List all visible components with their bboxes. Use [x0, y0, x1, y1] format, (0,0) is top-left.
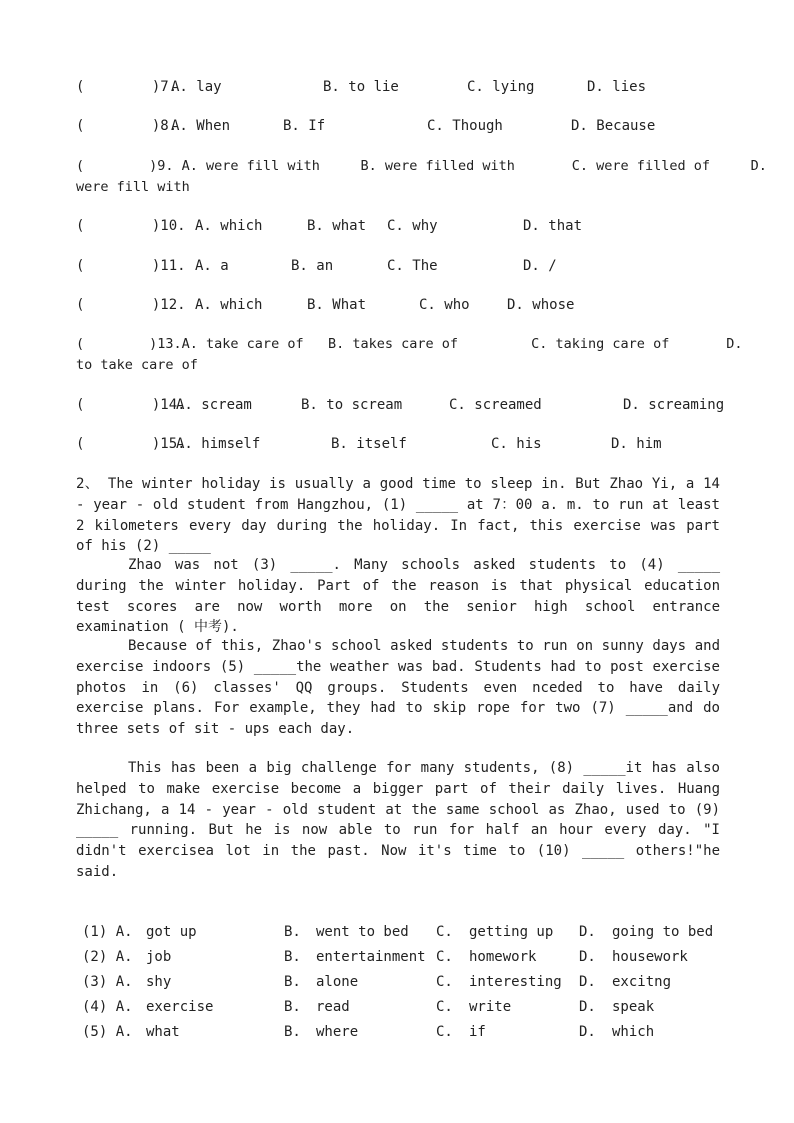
- option-a: exercise: [146, 999, 214, 1015]
- option-c-label: C.: [436, 924, 453, 940]
- option-c-label: C.: [436, 1024, 453, 1040]
- option-a: A. scream: [176, 397, 252, 413]
- question-7: [76, 77, 647, 98]
- option-b-label: B.: [284, 924, 301, 940]
- question-number: ( )15.: [76, 436, 186, 452]
- option-c: C. screamed: [449, 397, 542, 413]
- option-d: D. lies: [587, 79, 647, 95]
- option-c: C. The: [387, 258, 438, 274]
- option-c-label: C.: [436, 974, 453, 990]
- option-c: homework: [469, 949, 537, 965]
- question-number: ( )10.: [76, 218, 186, 234]
- option-c: C. his: [491, 436, 542, 452]
- option-b: B. What: [307, 297, 367, 313]
- passage-paragraph-1: [76, 474, 720, 557]
- option-c: getting up: [469, 924, 554, 940]
- question-number: ( )8.: [76, 118, 178, 134]
- option-a: got up: [146, 924, 197, 940]
- option-c-label: C.: [436, 949, 453, 965]
- option-b: entertainment: [316, 949, 426, 965]
- option-d: which: [612, 1024, 655, 1040]
- option-d-label: D.: [579, 974, 596, 990]
- option-a: what: [146, 1024, 180, 1040]
- option-a: A. himself: [176, 436, 261, 452]
- paragraph-text: Because of this, Zhao's school asked students to run on sunny days and exercise indoors (5) _____the weather was bad. Students had to post exercise photos in (6) classes' QQ groups. Students even nceded to have daily exercise plans. For example, they had to skip rope for two (7) _____and do three sets of sit - ups each day.: [76, 638, 720, 738]
- option-a: A. a: [195, 258, 229, 274]
- question-13-line-2: to take care of: [76, 357, 198, 373]
- option-d: D. Because: [571, 118, 656, 134]
- option-d: D. /: [523, 258, 557, 274]
- option-d-label: D.: [579, 949, 596, 965]
- question-number: ( )7.: [76, 79, 178, 95]
- paragraph-text: This has been a big challenge for many students, (8) _____it has also helped to make exercise become a bigger part of their daily lives. Huang Zhichang, a 14 - year - old student at the same school as Zhao, used to (9) _____ running. But he is now able to run for half an hour every day. "I didn't exercisea lot in the past. Now it's time to (10) _____ others!"he said.: [76, 760, 720, 880]
- option-b-label: B.: [284, 949, 301, 965]
- option-c: C. who: [419, 297, 470, 313]
- question-10: [76, 216, 583, 237]
- question-number: ( )14.: [76, 397, 186, 413]
- option-b: B. what: [307, 218, 367, 234]
- option-number: (4) A.: [82, 999, 133, 1015]
- option-b-label: B.: [284, 999, 301, 1015]
- question-15: [76, 434, 662, 455]
- option-a: A. which: [195, 297, 263, 313]
- question-number: ( )12.: [76, 297, 186, 313]
- option-c: write: [469, 999, 512, 1015]
- option-d: going to bed: [612, 924, 714, 940]
- option-d: D. whose: [507, 297, 575, 313]
- question-11: [76, 256, 557, 277]
- option-a: job: [146, 949, 172, 965]
- option-b: B. an: [291, 258, 334, 274]
- option-d-label: D.: [579, 999, 596, 1015]
- option-a: shy: [146, 974, 172, 990]
- option-a: A. lay: [171, 79, 222, 95]
- question-14: [76, 395, 725, 416]
- question-12: [76, 295, 575, 316]
- option-b-label: B.: [284, 1024, 301, 1040]
- paragraph-text: 2、 The winter holiday is usually a good time to sleep in. But Zhao Yi, a 14 - year - old student from Hangzhou, (1) _____ at 7：00 a. m. to run at least 2 kilometers every day during the holiday. In fact, this exercise was part of his (2) _____: [76, 476, 720, 555]
- option-number: (1) A.: [82, 924, 133, 940]
- option-b: B. itself: [331, 436, 407, 452]
- question-9-line-2: were fill with: [76, 179, 190, 195]
- question-number: ( )11.: [76, 258, 186, 274]
- passage-paragraph-3: [76, 636, 720, 740]
- option-d: speak: [612, 999, 655, 1015]
- option-c: interesting: [469, 974, 562, 990]
- option-c: C. lying: [467, 79, 535, 95]
- paragraph-text: Zhao was not (3) _____. Many schools asked students to (4) _____ during the winter holiday. Part of the reason is that physical education test scores are now worth more on the senior high school entrance examination ( 中考).: [76, 557, 720, 636]
- option-number: (5) A.: [82, 1024, 133, 1040]
- option-b: went to bed: [316, 924, 409, 940]
- option-c: C. Though: [427, 118, 503, 134]
- question-8: [76, 116, 656, 137]
- passage-paragraph-4: [76, 758, 720, 883]
- option-d-label: D.: [579, 1024, 596, 1040]
- option-number: (3) A.: [82, 974, 133, 990]
- option-c: C. why: [387, 218, 438, 234]
- option-d: D. screaming: [623, 397, 725, 413]
- option-b: B. to lie: [323, 79, 399, 95]
- option-d: excitng: [612, 974, 672, 990]
- option-a: A. When: [171, 118, 231, 134]
- option-d: D. that: [523, 218, 583, 234]
- option-b: where: [316, 1024, 359, 1040]
- option-d: housework: [612, 949, 688, 965]
- option-c-label: C.: [436, 999, 453, 1015]
- option-c: if: [469, 1024, 486, 1040]
- option-b: alone: [316, 974, 359, 990]
- option-a: A. which: [195, 218, 263, 234]
- option-d: D. him: [611, 436, 662, 452]
- option-b: B. If: [283, 118, 326, 134]
- passage-paragraph-2: [76, 555, 720, 638]
- option-b: read: [316, 999, 350, 1015]
- option-number: (2) A.: [82, 949, 133, 965]
- question-9-line-1: ( )9. A. were fill with B. were filled with C. were filled of D.: [76, 158, 767, 174]
- option-b-label: B.: [284, 974, 301, 990]
- option-b: B. to scream: [301, 397, 403, 413]
- question-13-line-1: ( )13.A. take care of B. takes care of C. taking care of D.: [76, 336, 743, 352]
- option-d-label: D.: [579, 924, 596, 940]
